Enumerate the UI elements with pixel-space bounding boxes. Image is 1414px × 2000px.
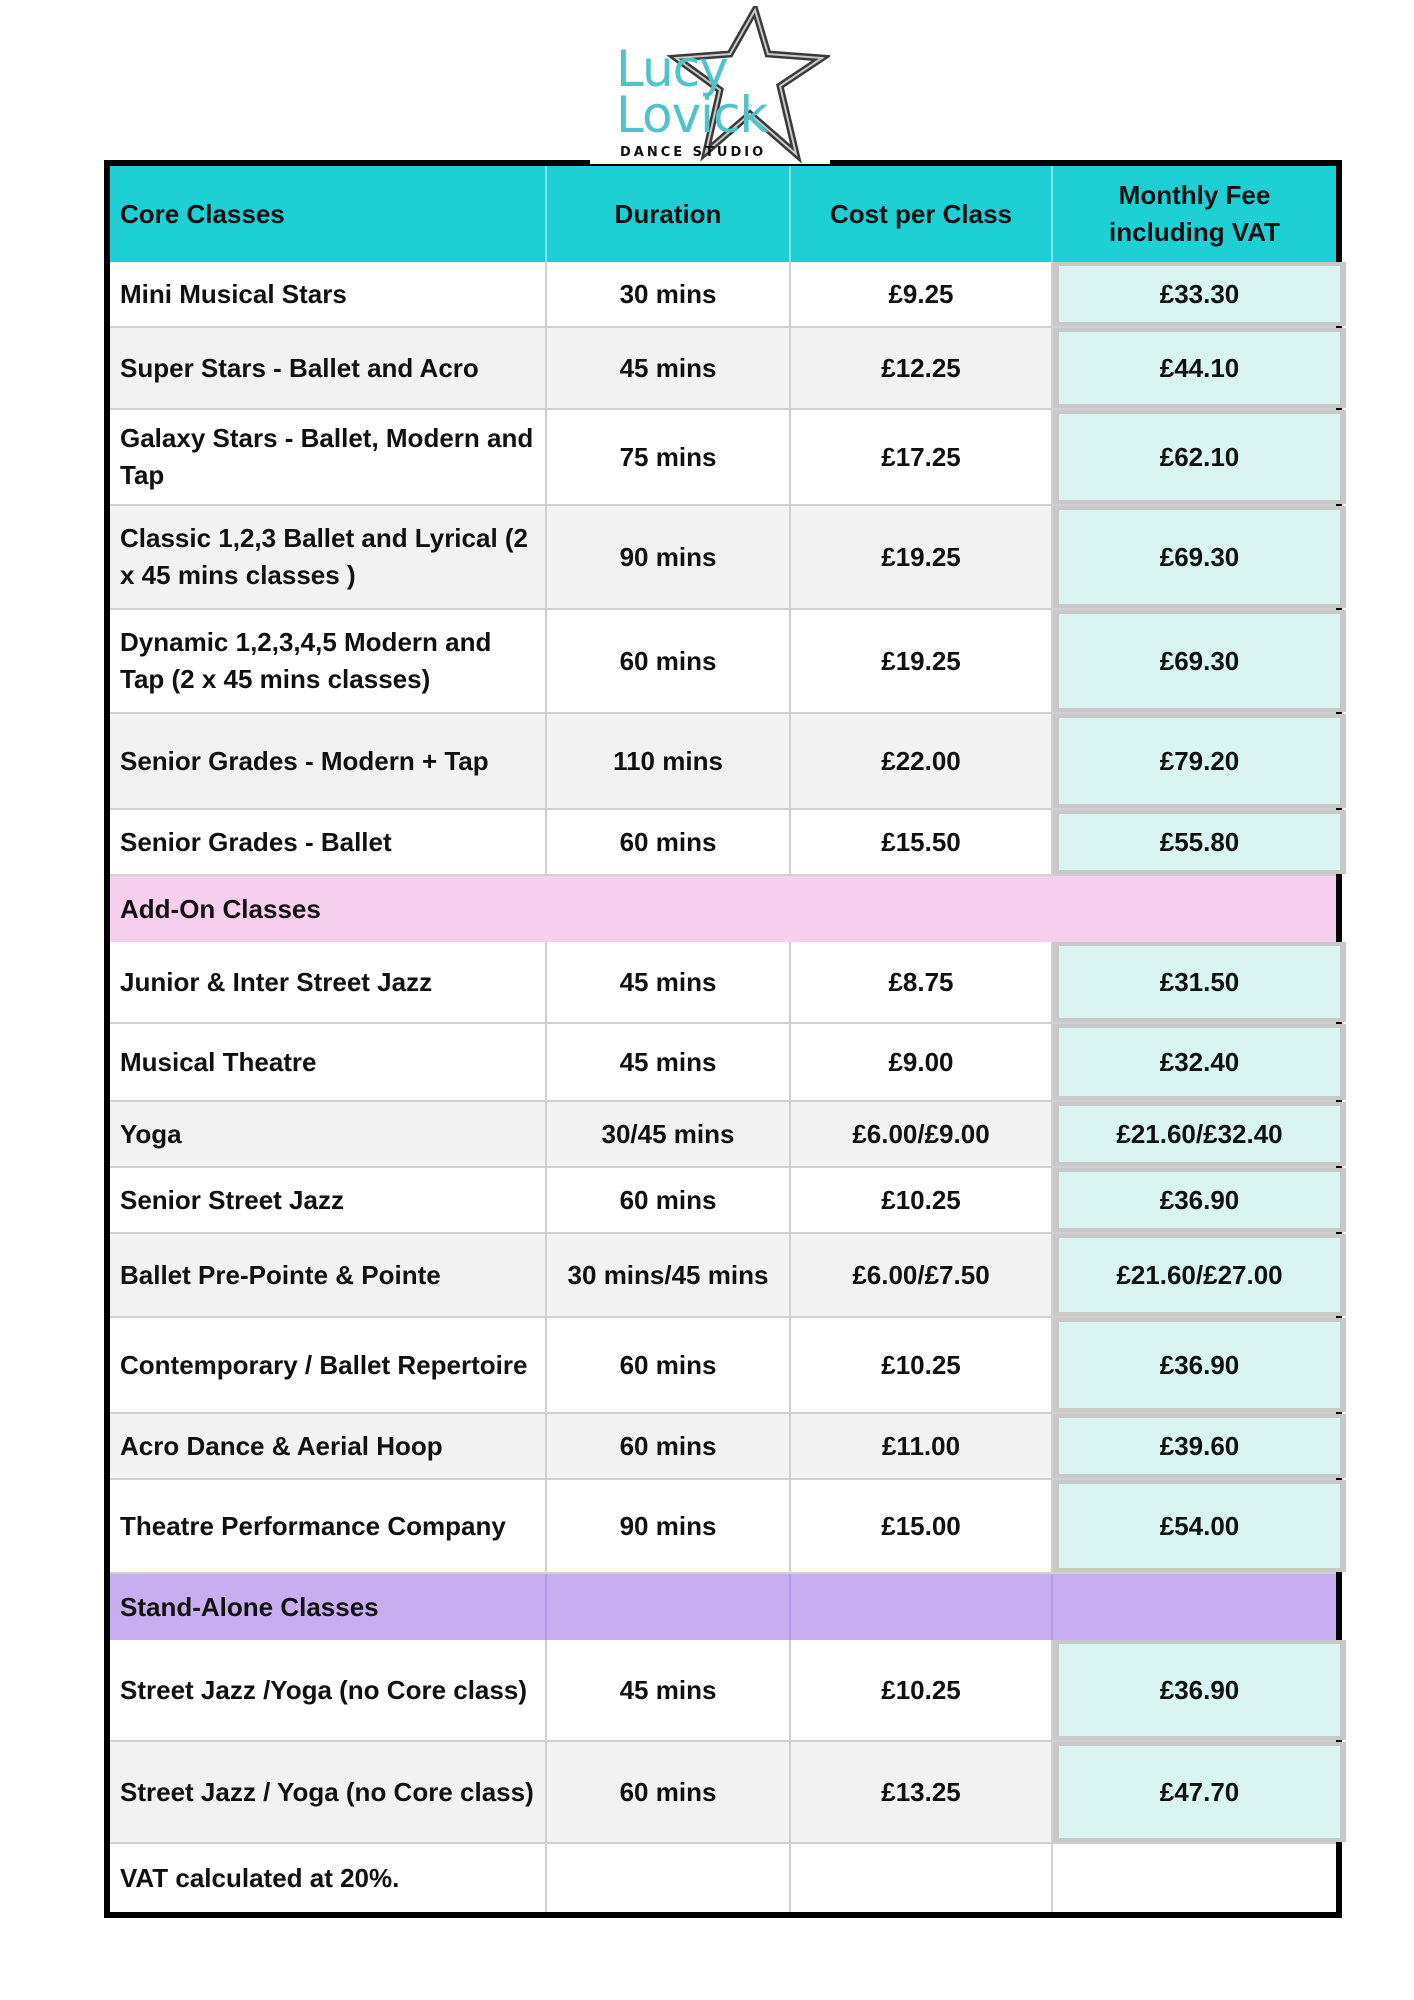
header-duration: Duration	[547, 166, 791, 262]
monthly-fee: £36.90	[1053, 1640, 1346, 1740]
monthly-fee: £54.00	[1053, 1480, 1346, 1572]
monthly-fee: £36.90	[1053, 1318, 1346, 1412]
duration: 60 mins	[547, 1318, 791, 1412]
duration: 60 mins	[547, 1742, 791, 1842]
class-name: Musical Theatre	[110, 1024, 547, 1100]
class-name: Yoga	[110, 1102, 547, 1166]
monthly-fee: £33.30	[1053, 262, 1346, 326]
table-row	[110, 1024, 1336, 1102]
table-row	[110, 262, 1336, 328]
table-row	[110, 610, 1336, 714]
table-row	[110, 1414, 1336, 1480]
cost: £12.25	[791, 328, 1053, 408]
cost: £9.25	[791, 262, 1053, 326]
table-row	[110, 1480, 1336, 1574]
studio-logo	[590, 6, 830, 164]
duration: 30/45 mins	[547, 1102, 791, 1166]
empty-cell	[1053, 1574, 1336, 1640]
class-name: Dynamic 1,2,3,4,5 Modern and Tap (2 x 45 mins classes)	[110, 610, 547, 712]
duration: 45 mins	[547, 328, 791, 408]
monthly-fee: £44.10	[1053, 328, 1346, 408]
table-row	[110, 1640, 1336, 1742]
class-name: Senior Street Jazz	[110, 1168, 547, 1232]
empty-cell	[547, 1574, 791, 1640]
class-name: Super Stars - Ballet and Acro	[110, 328, 547, 408]
section-header-addon	[110, 876, 1336, 942]
duration: 90 mins	[547, 506, 791, 608]
monthly-fee: £47.70	[1053, 1742, 1346, 1842]
fee-table-frame	[104, 160, 1342, 1918]
duration: 110 mins	[547, 714, 791, 808]
section-title: Add-On Classes	[120, 893, 321, 924]
table-header	[110, 166, 1336, 262]
logo-line-2: Lovick	[616, 86, 768, 144]
cost: £22.00	[791, 714, 1053, 808]
cost: £10.25	[791, 1318, 1053, 1412]
monthly-fee: £79.20	[1053, 714, 1346, 808]
duration: 45 mins	[547, 1640, 791, 1740]
monthly-fee: £62.10	[1053, 410, 1346, 504]
duration: 45 mins	[547, 942, 791, 1022]
monthly-fee: £55.80	[1053, 810, 1346, 874]
section-title: Stand-Alone Classes	[110, 1574, 547, 1640]
duration: 30 mins	[547, 262, 791, 326]
cost: £19.25	[791, 610, 1053, 712]
header-monthly-fee: Monthly Fee including VAT	[1109, 180, 1280, 247]
duration: 30 mins/45 mins	[547, 1234, 791, 1316]
table-row	[110, 410, 1336, 506]
class-name: Acro Dance & Aerial Hoop	[110, 1414, 547, 1478]
monthly-fee: £36.90	[1053, 1168, 1346, 1232]
monthly-fee: £31.50	[1053, 942, 1346, 1022]
duration: 90 mins	[547, 1480, 791, 1572]
table-row	[110, 1742, 1336, 1844]
duration: 45 mins	[547, 1024, 791, 1100]
monthly-fee: £21.60/£27.00	[1053, 1234, 1346, 1316]
cost: £8.75	[791, 942, 1053, 1022]
class-name: Street Jazz / Yoga (no Core class)	[110, 1742, 547, 1842]
monthly-fee: £39.60	[1053, 1414, 1346, 1478]
class-name: Classic 1,2,3 Ballet and Lyrical (2 x 45 mins classes )	[110, 506, 547, 608]
cost: £10.25	[791, 1640, 1053, 1740]
table-row	[110, 506, 1336, 610]
table-row	[110, 1102, 1336, 1168]
class-name: Junior & Inter Street Jazz	[110, 942, 547, 1022]
empty-cell	[547, 1844, 791, 1912]
header-cost: Cost per Class	[791, 166, 1053, 262]
class-name: Contemporary / Ballet Repertoire	[110, 1318, 547, 1412]
empty-cell	[791, 1574, 1053, 1640]
class-name: Galaxy Stars - Ballet, Modern and Tap	[110, 410, 547, 504]
monthly-fee: £69.30	[1053, 610, 1346, 712]
cost: £19.25	[791, 506, 1053, 608]
cost: £9.00	[791, 1024, 1053, 1100]
duration: 75 mins	[547, 410, 791, 504]
cost: £6.00/£9.00	[791, 1102, 1053, 1166]
table-row	[110, 1168, 1336, 1234]
duration: 60 mins	[547, 1168, 791, 1232]
cost: £15.00	[791, 1480, 1053, 1572]
table-row	[110, 714, 1336, 810]
table-row	[110, 1318, 1336, 1414]
duration: 60 mins	[547, 610, 791, 712]
class-name: Ballet Pre-Pointe & Pointe	[110, 1234, 547, 1316]
vat-footnote: VAT calculated at 20%.	[110, 1844, 547, 1912]
table-row	[110, 1234, 1336, 1318]
class-name: Mini Musical Stars	[110, 262, 547, 326]
class-name: Senior Grades - Modern + Tap	[110, 714, 547, 808]
header-core-classes: Core Classes	[110, 166, 547, 262]
cost: £10.25	[791, 1168, 1053, 1232]
table-row	[110, 942, 1336, 1024]
logo-line-1: Lucy	[616, 40, 728, 98]
cost: £11.00	[791, 1414, 1053, 1478]
duration: 60 mins	[547, 1414, 791, 1478]
section-header-stand-alone	[110, 1574, 1336, 1640]
class-name: Theatre Performance Company	[110, 1480, 547, 1572]
logo-line-3: DANCE STUDIO	[620, 145, 767, 160]
monthly-fee: £21.60/£32.40	[1053, 1102, 1346, 1166]
cost: £15.50	[791, 810, 1053, 874]
table-row	[110, 810, 1336, 876]
table-row	[110, 328, 1336, 410]
footnote-row	[110, 1844, 1336, 1912]
empty-cell	[1053, 1844, 1336, 1912]
monthly-fee: £32.40	[1053, 1024, 1346, 1100]
class-name: Senior Grades - Ballet	[110, 810, 547, 874]
duration: 60 mins	[547, 810, 791, 874]
cost: £6.00/£7.50	[791, 1234, 1053, 1316]
monthly-fee: £69.30	[1053, 506, 1346, 608]
class-name: Street Jazz /Yoga (no Core class)	[110, 1640, 547, 1740]
cost: £17.25	[791, 410, 1053, 504]
empty-cell	[791, 1844, 1053, 1912]
cost: £13.25	[791, 1742, 1053, 1842]
